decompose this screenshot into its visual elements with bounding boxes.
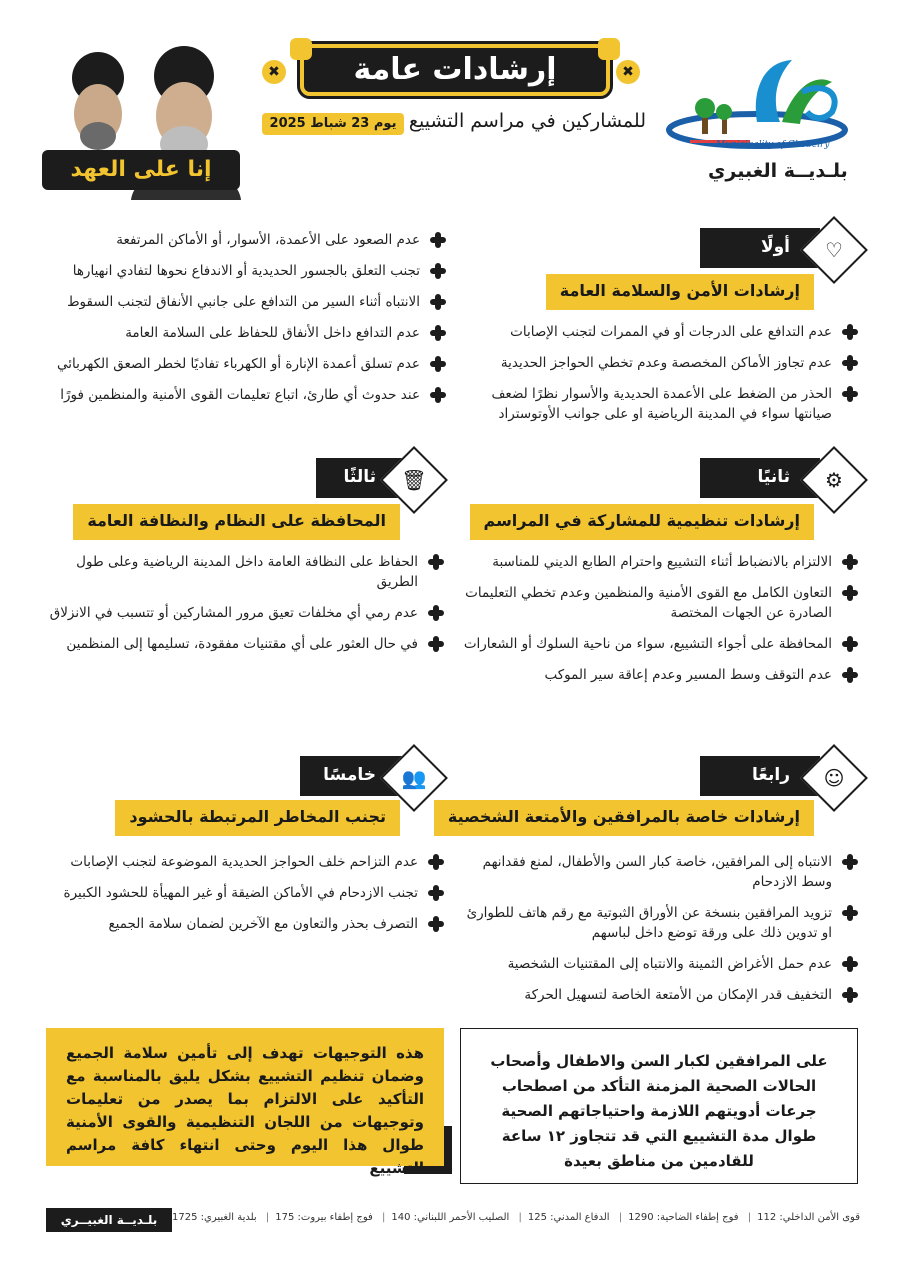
- list-item: تجنب التعلق بالجسور الحديدية أو الاندفاع نحوها لتفادي انهيارها: [46, 261, 446, 281]
- bullet-icon: [842, 956, 858, 972]
- section-list: [458, 322, 858, 435]
- bullet-icon: [842, 386, 858, 402]
- section-tab: رابعًا: [700, 756, 820, 796]
- closing-note-box: هذه التوجيهات تهدف إلى تأمين سلامة الجميع وضمان تنظيم التشييع بشكل يليق بالمناسبة مع التأكيد على الالتزام بما يصدر من تعليمات وتوجيهات من اللجان التنظيمية والقوى الأمنية طوال هذا اليوم وحتى انتهاء كافة مراسم التشييع: [46, 1028, 444, 1166]
- page-title: إرشادات عامة: [353, 52, 557, 87]
- gear-icon: ⚙: [800, 446, 868, 514]
- section-tab: أولًا: [700, 228, 820, 268]
- hotline-item: قوى الأمن الداخلي: 112: [757, 1212, 860, 1223]
- section-heading: إرشادات تنظيمية للمشاركة في المراسم: [470, 504, 814, 540]
- bullet-icon: [842, 355, 858, 371]
- hotline-item: بلدية الغبيري: 1725: [172, 1212, 257, 1223]
- list-item: الحفاظ على النظافة العامة داخل المدينة الرياضية وعلى طول الطريق: [44, 552, 444, 592]
- section-list-continued: [46, 230, 446, 416]
- decor-icon: ✖: [262, 60, 286, 84]
- bullet-icon: [842, 854, 858, 870]
- bullet-icon: [430, 387, 446, 403]
- footer-municipality-tag: بلـديــة الغبيــري: [46, 1208, 172, 1232]
- section-heading: تجنب المخاطر المرتبطة بالحشود: [115, 800, 400, 836]
- section-tab: خامسًا: [300, 756, 406, 796]
- bullet-icon: [842, 585, 858, 601]
- section-tab: ثانيًا: [700, 458, 820, 498]
- logo-text-en: Municipality of Ghobeiry: [716, 140, 830, 150]
- bullet-icon: [430, 232, 446, 248]
- trash-bin-icon: 🗑: [380, 446, 448, 514]
- list-item: التعاون الكامل مع القوى الأمنية والمنظمين وعدم تخطي التعليمات الصادرة عن الجهات المختصة: [458, 583, 858, 623]
- list-item: عدم التوقف وسط المسير وعدم إعاقة سير الموكب: [458, 665, 858, 685]
- bullet-icon: [842, 554, 858, 570]
- bullet-icon: [842, 987, 858, 1003]
- section-heading: إرشادات خاصة بالمرافقين والأمتعة الشخصية: [434, 800, 814, 836]
- list-item: التخفيف قدر الإمكان من الأمتعة الخاصة لتسهيل الحركة: [458, 985, 858, 1005]
- bullet-icon: [430, 325, 446, 341]
- crowd-icon: 👥: [380, 744, 448, 812]
- list-item: تجنب الازدحام في الأماكن الضيقة أو غير المهيأة للحشود الكبيرة: [44, 883, 444, 903]
- list-item: التصرف بحذر والتعاون مع الآخرين لضمان سلامة الجميع: [44, 914, 444, 934]
- section-list: [44, 852, 444, 945]
- list-item: عدم حمل الأغراض الثمينة والانتباه إلى المقتنيات الشخصية: [458, 954, 858, 974]
- list-item: تزويد المرافقين بنسخة عن الأوراق الثبوتية مع رقم هاتف للطوارئ او تدوين ذلك على ورقة توضع داخل لباسهم: [458, 903, 858, 943]
- logo-text-ar: بلـديــة الغبيري: [708, 160, 848, 182]
- list-item: عدم رمي أي مخلفات تعيق مرور المشاركين أو تتسبب في الانزلاق: [44, 603, 444, 623]
- section-heading: إرشادات الأمن والسلامة العامة: [546, 274, 814, 310]
- bullet-icon: [842, 324, 858, 340]
- list-item: المحافظة على أجواء التشييع، سواء من ناحية السلوك أو الشعارات: [458, 634, 858, 654]
- list-item: عدم التدافع داخل الأنفاق للحفاظ على السلامة العامة: [46, 323, 446, 343]
- section-list: [458, 552, 858, 696]
- bullet-icon: [842, 667, 858, 683]
- hotlines-footer: قوى الأمن الداخلي: 112| فوج إطفاء الضاحية: 1290| الدفاع المدني: 125| الصليب الأحمر اللبناني: 140| فوج إطفاء بيروت: 175| بلدية الغبيري: 1725: [172, 1212, 860, 1223]
- hotline-item: فوج إطفاء بيروت: 175: [275, 1212, 373, 1223]
- bullet-icon: [430, 263, 446, 279]
- list-item: عدم التزاحم خلف الحواجز الحديدية الموضوعة لتجنب الإصابات: [44, 852, 444, 872]
- family-icon: ☺: [800, 744, 868, 812]
- section-heading: المحافظة على النظام والنظافة العامة: [73, 504, 400, 540]
- hotline-item: الدفاع المدني: 125: [527, 1212, 610, 1223]
- page-subtitle: للمشاركين في مراسم التشييع: [408, 110, 646, 132]
- list-item: في حال العثور على أي مقتنيات مفقودة، تسليمها إلى المنظمين: [44, 634, 444, 654]
- section-list: [44, 552, 444, 665]
- date-badge: يوم 23 شباط 2025: [262, 113, 404, 135]
- bullet-icon: [430, 294, 446, 310]
- bullet-icon: [428, 554, 444, 570]
- list-item: الالتزام بالانضباط أثناء التشييع واحترام الطابع الديني للمناسبة: [458, 552, 858, 572]
- bullet-icon: [842, 636, 858, 652]
- list-item: عدم التدافع على الدرجات أو في الممرات لتجنب الإصابات: [458, 322, 858, 342]
- bullet-icon: [428, 916, 444, 932]
- list-item: الانتباه أثناء السير من التدافع على جانبي الأنفاق لتجنب السقوط: [46, 292, 446, 312]
- hands-heart-icon: ♡: [800, 216, 868, 284]
- list-item: عدم تسلق أعمدة الإنارة أو الكهرباء تفاديًا لخطر الصعق الكهربائي: [46, 354, 446, 374]
- health-note-box: على المرافقين لكبار السن والاطفال وأصحاب الحالات الصحية المزمنة التأكد من اصطحاب جرعات أدويتهم اللازمة واحتياجاتهم الصحية طوال مدة التشييع التي قد تتجاوز ١٢ ساعة للقادمين من مناطق بعيدة: [460, 1028, 858, 1184]
- list-item: عدم تجاوز الأماكن المخصصة وعدم تخطي الحواجز الحديدية: [458, 353, 858, 373]
- section-tab: ثالثًا: [316, 458, 406, 498]
- list-item: الانتباه إلى المرافقين، خاصة كبار السن والأطفال، لمنع فقدانهم وسط الازدحام: [458, 852, 858, 892]
- bullet-icon: [428, 605, 444, 621]
- pledge-banner: إنا على العهد: [42, 150, 240, 190]
- bullet-icon: [430, 356, 446, 372]
- bullet-icon: [428, 885, 444, 901]
- bullet-icon: [428, 854, 444, 870]
- title-banner: [300, 44, 610, 96]
- hotline-item: الصليب الأحمر اللبناني: 140: [391, 1212, 510, 1223]
- decor-icon: ✖: [616, 60, 640, 84]
- list-item: الحذر من الضغط على الأعمدة الحديدية والأسوار نظرًا لضعف صيانتها سواء في المدينة الرياضية او على جوانب الأوتوستراد: [458, 384, 858, 424]
- list-item: عند حدوث أي طارئ، اتباع تعليمات القوى الأمنية والمنظمين فورًا: [46, 385, 446, 405]
- section-list: [458, 852, 858, 1016]
- list-item: عدم الصعود على الأعمدة، الأسوار، أو الأماكن المرتفعة: [46, 230, 446, 250]
- hotline-item: فوج إطفاء الضاحية: 1290: [628, 1212, 739, 1223]
- bullet-icon: [428, 636, 444, 652]
- bullet-icon: [842, 905, 858, 921]
